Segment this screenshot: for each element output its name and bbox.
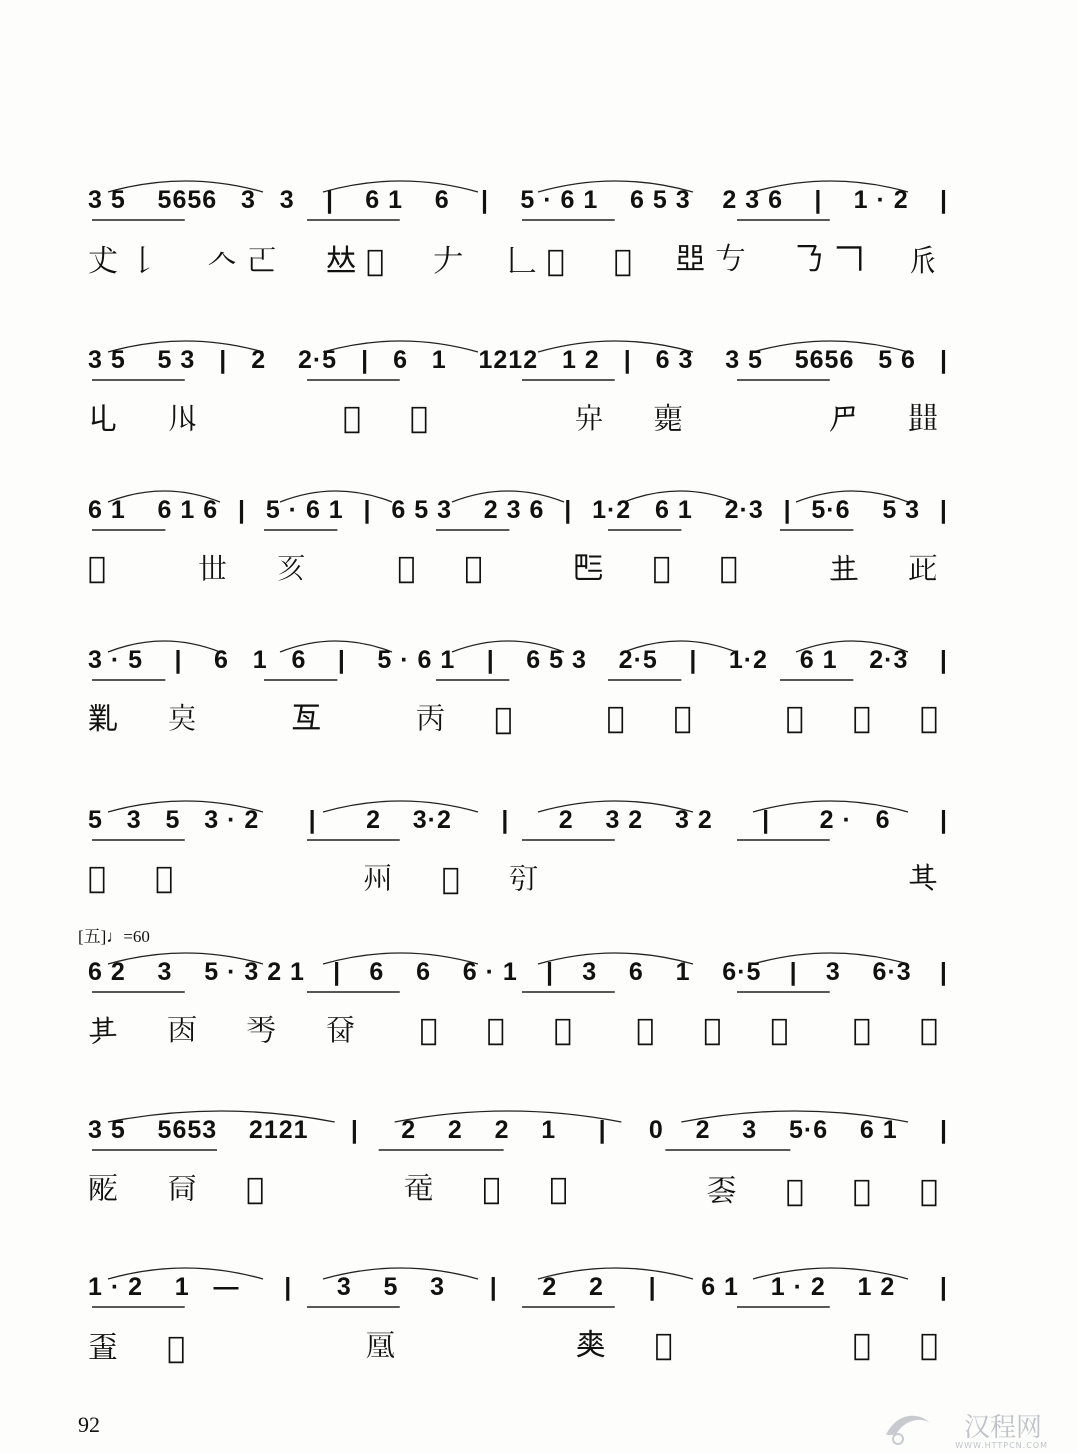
barline: | — [284, 1273, 293, 1301]
jianzi-tablature-line — [88, 1168, 948, 1208]
jianzi-tablature-line — [88, 698, 948, 738]
measures — [88, 1273, 948, 1302]
measure: 3 5 5656 3 3 — [88, 186, 295, 214]
jianzi-tablature-line — [88, 1010, 948, 1050]
barline: | — [939, 958, 948, 986]
jianpu-line — [88, 168, 948, 234]
barline: | — [939, 496, 948, 524]
barline: | — [308, 806, 317, 834]
jianzi-group: 𠀛 𠀜 — [415, 702, 523, 737]
barline: | — [648, 1273, 657, 1301]
barline: | — [789, 958, 798, 986]
measure: 2 2 — [542, 1273, 604, 1301]
jianzi-group: 𠀾 𠀿 𠁀 𠁃 — [706, 1174, 948, 1208]
staff-row — [88, 788, 948, 898]
measure: 5 · 6 1 — [265, 496, 344, 524]
measure: 3 5 5 3 — [88, 346, 196, 374]
jianzi-group: 𠃊𠄂 𠀖 — [506, 244, 642, 278]
jianzi-group: 𠄅 𠅌 — [88, 702, 208, 737]
barline: | — [564, 496, 573, 524]
staff-row — [88, 940, 948, 1050]
measures — [88, 1116, 948, 1145]
barline: | — [174, 646, 183, 674]
barline: | — [939, 1273, 948, 1301]
measure: 3 5 5653 2121 — [88, 1116, 309, 1144]
measure: 6 2 3 5 · 3 2 1 — [88, 958, 305, 986]
jianzi-group: 𠃏 𠄓 — [88, 402, 208, 437]
jianzi-tablature-line — [88, 238, 948, 278]
measures — [88, 186, 948, 215]
measure: 5 · 6 1 6 5 3 2 3 6 — [520, 186, 783, 214]
beam-lines — [88, 1148, 948, 1154]
measure: 6 1 6 — [214, 646, 307, 674]
tempo-mark: ♩=60 — [106, 927, 150, 946]
jianzi-group: 𠀫 𠀬 𠀭 𠀮 — [88, 1014, 366, 1049]
jianzi-group: 𠀣 𠀥 — [88, 860, 184, 896]
measure: 2 2 2 1 — [401, 1116, 557, 1144]
measure: 5 3 5 3 · 2 — [88, 806, 260, 834]
staff-row — [88, 1098, 948, 1208]
barline: | — [546, 958, 555, 986]
jianzi-group: 𠀍 𠀔 — [197, 552, 317, 587]
jianzi-group: 𠁉 — [365, 1329, 406, 1364]
beam-lines — [88, 838, 948, 844]
jianpu-line — [88, 1098, 948, 1164]
jianpu-line — [88, 628, 948, 694]
measures — [88, 346, 948, 375]
barline: | — [481, 186, 490, 214]
barline: | — [237, 496, 246, 524]
jianzi-group: 𠀻 𠀼 𠀽 — [403, 1172, 578, 1207]
section-label: [五] — [78, 927, 107, 946]
barline: | — [623, 346, 632, 374]
jianpu-line — [88, 940, 948, 1006]
measure: 6 6 6 · 1 — [369, 958, 518, 986]
barline: | — [337, 646, 346, 674]
barline: | — [939, 646, 948, 674]
measure: 3 · 5 — [88, 646, 144, 674]
jianzi-tablature-line — [88, 1325, 948, 1365]
barline: | — [783, 496, 792, 524]
beam-lines — [88, 528, 948, 534]
barline: | — [939, 346, 948, 374]
jianpu-line — [88, 328, 948, 394]
barline: | — [598, 1116, 607, 1144]
jianpu-line — [88, 478, 948, 544]
jianzi-tablature-line — [88, 858, 948, 898]
staff-row — [88, 1255, 948, 1365]
watermark-logo-icon — [878, 1405, 938, 1449]
measure: 6 1 1 · 2 1 2 — [701, 1273, 896, 1301]
jianzi-group: 𠀧 𠁈 𠃬 — [573, 551, 748, 586]
measure: 5 · 6 1 — [377, 646, 456, 674]
measures — [88, 646, 948, 675]
beam-lines — [88, 218, 948, 224]
jianzi-group: 𠀦 𠀨 𠀩 — [362, 862, 549, 897]
jianzi-group: 𠂃 𠁅 — [397, 550, 493, 586]
jianzi-group: 𠀸 𠀹 𠀺 — [88, 1172, 275, 1207]
measure: 2 2·5 — [251, 346, 338, 374]
beam-lines — [88, 1305, 948, 1311]
staff-row — [88, 628, 948, 738]
watermark-text: 汉程网 — [963, 1413, 1042, 1443]
jianzi-group: 𠂢 — [907, 244, 948, 278]
measure: 5·6 5 3 — [811, 496, 921, 524]
jianzi-group: 𠁆 𠁇 — [88, 1331, 196, 1365]
beam-lines — [88, 378, 948, 384]
measure: 0 2 3 5·6 6 1 — [648, 1116, 898, 1144]
jianzi-tablature-line — [88, 548, 948, 588]
watermark — [878, 1405, 1048, 1449]
jianzi-group: 𠀯 𠀰 𠀲 — [419, 1012, 582, 1048]
jianzi-group: 𠁄 — [88, 550, 117, 586]
measures — [88, 958, 948, 987]
beam-lines — [88, 678, 948, 684]
staff-row — [88, 478, 948, 588]
measure: 1·2 6 1 2·3 — [728, 646, 909, 674]
barline: | — [501, 806, 510, 834]
measure: 3 6·3 — [825, 958, 912, 986]
jianzi-group: 𠂂 𠆚 — [573, 402, 694, 437]
measures — [88, 806, 948, 835]
jianzi-group: 𠀪 — [907, 860, 948, 896]
jianzi-group: 𠀕 — [291, 701, 332, 736]
jianzi-group: 𠁋 𠀱 — [342, 400, 439, 436]
measure: 6 3 3 5 5656 5 6 — [655, 346, 916, 374]
measure: 3 5 3 — [336, 1273, 446, 1301]
barline: | — [689, 646, 698, 674]
barline: | — [350, 1116, 359, 1144]
measure: 2 3 2 3 2 — [558, 806, 713, 834]
jianzi-group: 𠀎 𠀢 — [828, 552, 948, 587]
jianzi-tablature-line — [88, 398, 948, 438]
section-marker — [78, 922, 150, 947]
barline: | — [361, 346, 370, 374]
page-number: 92 — [78, 1412, 100, 1437]
barline: | — [486, 646, 495, 674]
barline: | — [939, 1116, 948, 1144]
measure: 1·2 6 1 2·3 — [592, 496, 764, 524]
jianzi-group: 𠀟 𠀠 𠀡 — [785, 700, 948, 736]
barline: | — [762, 806, 771, 834]
measure: 6 1 1212 1 2 — [393, 346, 600, 374]
barline: | — [333, 958, 342, 986]
staff-row — [88, 328, 948, 438]
measure: 1 · 2 1 — — [88, 1273, 240, 1301]
jianzi-group: 𠁍 𠁎 — [852, 1327, 948, 1363]
jianzi-group: 𠀳 𠀴 𠀵 — [636, 1012, 799, 1048]
jianzi-group: 𠀶 𠀷 — [852, 1012, 948, 1048]
measures — [88, 496, 948, 525]
measure: 6 5 3 2·5 — [526, 646, 658, 674]
measure: 2 3·2 — [366, 806, 452, 834]
jianzi-group: 𠁁𠀁 𠄎𠃍 — [675, 242, 875, 277]
barline: | — [489, 1273, 498, 1301]
watermark-url: WWW.HTTPCN.COM — [955, 1441, 1048, 1450]
jianzi-group: 𠀝 𠀞 — [606, 700, 702, 736]
jianzi-group: 𠀋𠄌 𠆢𠀀 𠀤𠁂 𠂇 — [88, 244, 474, 278]
staff-row — [88, 168, 948, 278]
barline: | — [814, 186, 823, 214]
jianpu-line — [88, 788, 948, 854]
measure: 2 · 6 — [819, 806, 891, 834]
jianpu-line — [88, 1255, 948, 1321]
measure: 3 6 1 6·5 — [582, 958, 762, 986]
measure: 6 1 6 — [365, 186, 450, 214]
barline: | — [939, 186, 948, 214]
measure: 6 5 3 2 3 6 — [391, 496, 545, 524]
beam-lines — [88, 990, 948, 996]
jianzi-group: 𠃜 𠁠 — [828, 402, 948, 437]
barline: | — [325, 186, 334, 214]
barline: | — [219, 346, 228, 374]
measure: 6 1 6 1 6 — [88, 496, 219, 524]
jianzi-group: 𠁊 𠁌 — [575, 1328, 683, 1363]
measure: 1 · 2 — [853, 186, 909, 214]
barline: | — [939, 806, 948, 834]
barline: | — [363, 496, 372, 524]
